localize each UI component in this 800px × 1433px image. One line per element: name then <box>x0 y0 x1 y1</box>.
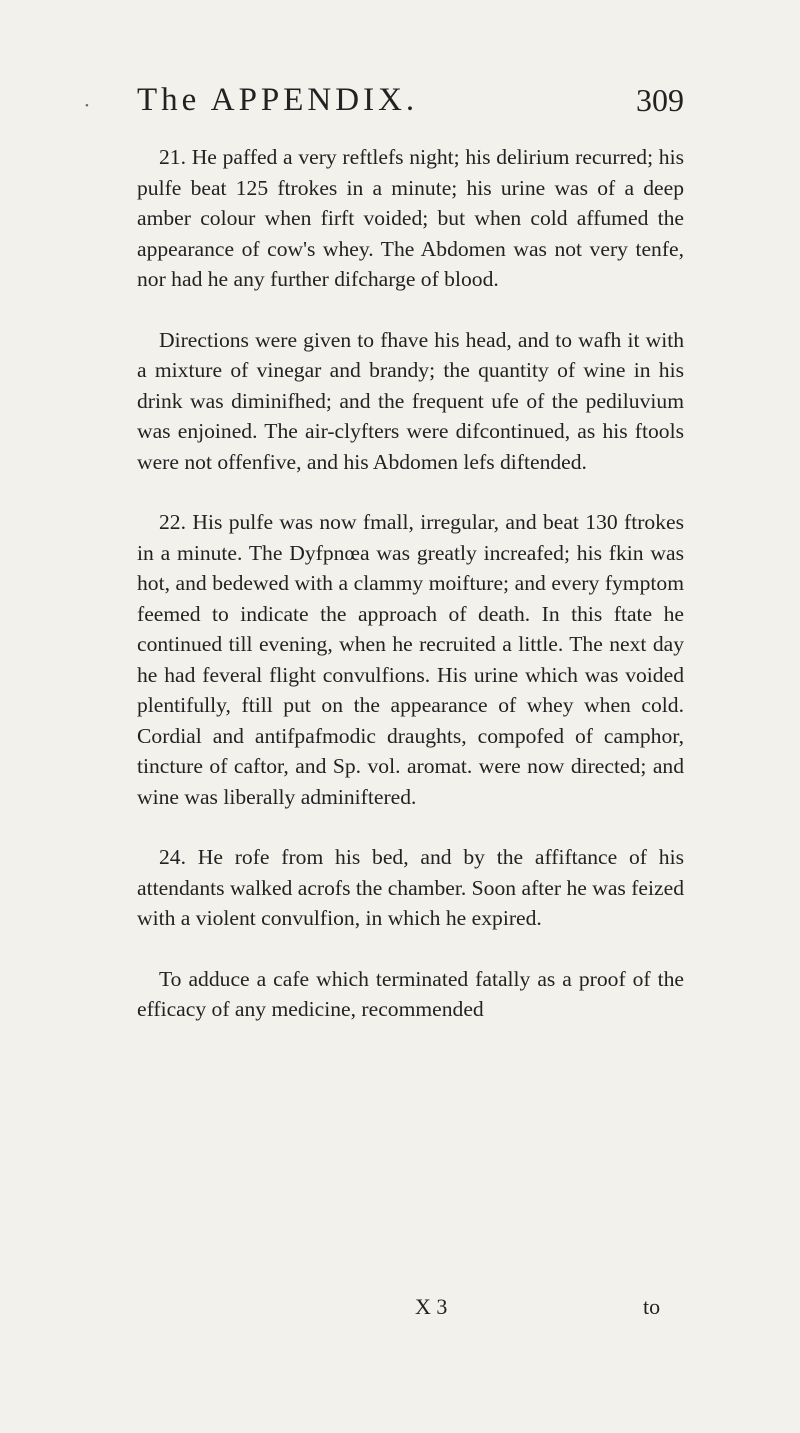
paragraph-conclusion: To adduce a cafe which terminated fatally as a proof of the efficacy of any medicine, recommended <box>137 966 684 1021</box>
running-head: The APPENDIX. <box>137 82 419 118</box>
page-header <box>137 82 684 122</box>
signature-mark: X 3 <box>415 1294 448 1319</box>
body-text <box>137 142 684 1025</box>
paragraph-21: 21. He paffed a very reftlefs night; his delirium recurred; his pulfe beat 125 ftrokes in a minute; his urine was of a deep amber colour when firft voided; but when cold affumed the appearance of cow's whey. The Abdomen was not very tenfe, nor had he any further difcharge of blood. <box>137 145 684 291</box>
catchword: to <box>643 1294 661 1319</box>
paragraph-24: 24. He rofe from his bed, and by the affiftance of his attendants walked acrofs the chamber. Soon after he was feized with a violent convulfion, in which he expired. <box>137 845 684 930</box>
paragraph-directions: Directions were given to fhave his head, and to wafh it with a mixture of vinegar and brandy; the quantity of wine in his drink was diminifhed; and the frequent ufe of the pediluvium was enjoined. The air-clyfters were difcontinued, as his ftools were not offenfive, and his Abdomen lefs diftended. <box>137 327 684 474</box>
paragraph-22: 22. His pulfe was now fmall, irregular, and beat 130 ftrokes in a minute. The Dyfpnœa was greatly increafed; his fkin was hot, and bedewed with a clammy moifture; and every fymptom feemed to indicate the approach of death. In this ftate he continued till evening, when he recruited a little. The next day he had feveral flight convulfions. His urine which was voided plentifully, ftill put on the appearance of whey when cold. Cordial and antifpafmodic draughts, compofed of camphor, tincture of caftor, and Sp. vol. aromat. were now directed; and wine was liberally adminiftered. <box>137 510 684 809</box>
page-mark: • <box>85 100 89 112</box>
page-number: 309 <box>636 82 684 118</box>
